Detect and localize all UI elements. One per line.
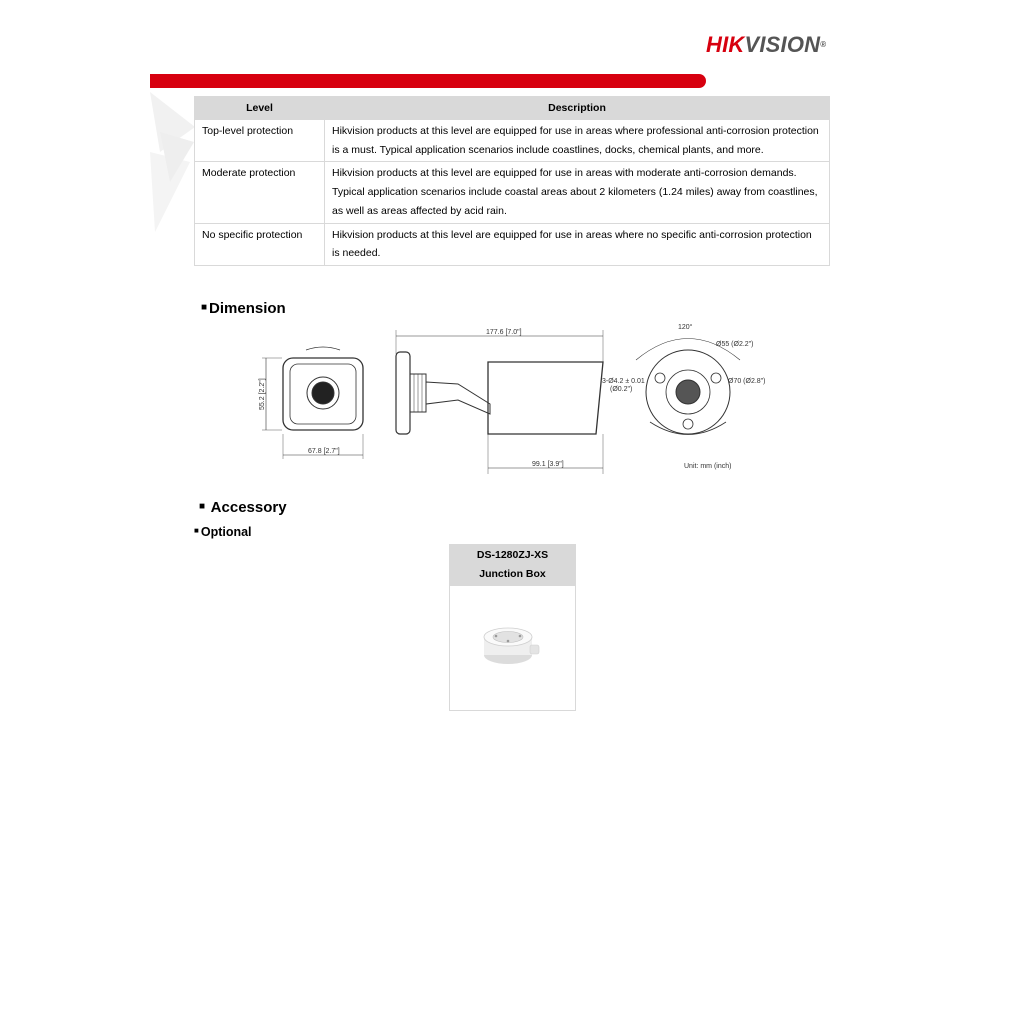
holes-label: 3-Ø4.2 ± 0.01 — [602, 378, 645, 385]
table-row — [195, 223, 830, 265]
description-cell: Hikvision products at this level are equipped for use in areas with moderate anti-corrosion demands. Typical application scenarios include coastal areas about 2 kilometers (1.24 miles) away from coastlines, as well as areas affected by acid rain. — [325, 162, 830, 223]
table-header-row — [195, 97, 830, 120]
accessory-name: Junction Box — [479, 568, 546, 580]
unit-label: Unit: mm (inch) — [684, 463, 732, 470]
bullet-icon: ■ — [201, 302, 208, 313]
outer-dia-label: Ø55 (Ø2.2") — [716, 341, 754, 348]
column-header-description: Description — [325, 97, 830, 120]
bullet-icon: ■ — [199, 501, 206, 512]
total-length-label: 177.6 [7.0"] — [486, 329, 522, 336]
hikvision-logo: HIKVISION® — [706, 32, 827, 57]
accessory-card-header — [450, 545, 575, 586]
table-row — [195, 162, 830, 223]
level-cell: No specific protection — [195, 223, 325, 265]
optional-heading: ■ Optional — [194, 525, 252, 539]
height-label: 55.2 [2.2"] — [259, 378, 266, 410]
accessory-model: DS-1280ZJ-XS — [476, 549, 549, 561]
description-cell: Hikvision products at this level are equipped for use in areas where professional anti-corrosion protection is a must. Typical application scenarios include coastlines, docks, chemical plants, and more. — [325, 120, 830, 162]
holes-inch-label: (Ø0.2") — [610, 386, 633, 393]
angle-label: 120° — [678, 324, 693, 331]
dimension-drawing — [258, 322, 778, 474]
level-cell: Moderate protection — [195, 162, 325, 223]
side-view — [396, 330, 603, 474]
level-cell: Top-level protection — [195, 120, 325, 162]
body-length-label: 99.1 [3.9"] — [532, 461, 564, 468]
watermark-graphic — [150, 92, 200, 232]
center-dia-label: Ø70 (Ø2.8") — [728, 378, 766, 385]
accessory-card — [449, 544, 576, 711]
accessory-heading: ■ Accessory — [199, 499, 287, 516]
dimension-heading: ■ Dimension — [201, 300, 286, 317]
front-view — [262, 347, 363, 459]
protection-level-table — [194, 96, 830, 266]
header-red-bar — [150, 74, 706, 88]
table-row — [195, 120, 830, 162]
base-view — [636, 339, 740, 435]
junction-box-image — [480, 625, 546, 671]
bullet-icon: ■ — [194, 526, 199, 535]
description-cell: Hikvision products at this level are equipped for use in areas where no specific anti-corrosion protection is needed. — [325, 223, 830, 265]
column-header-level: Level — [195, 97, 325, 120]
front-width-label: 67.8 [2.7"] — [308, 448, 340, 455]
